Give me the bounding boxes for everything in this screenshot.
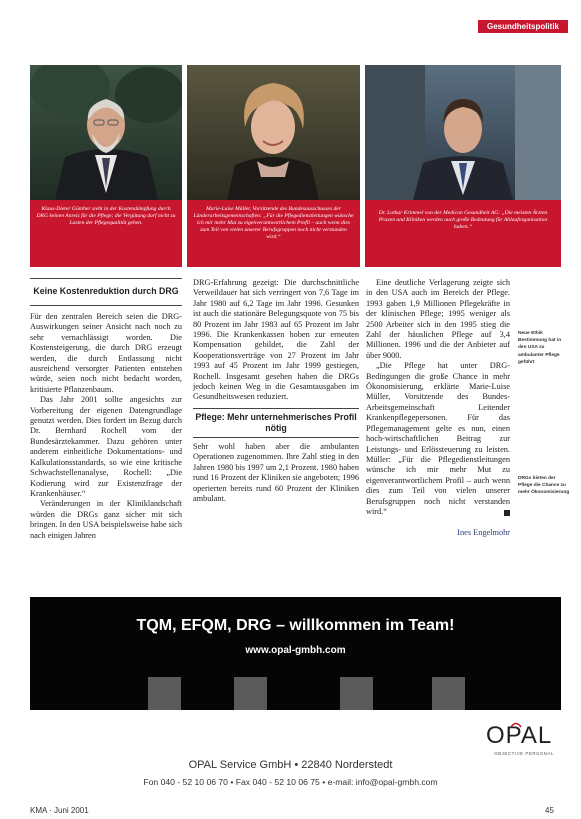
author-name: Ines Engelmohr <box>457 527 510 537</box>
portrait-man-bearded <box>30 65 182 200</box>
portrait-woman-smiling <box>187 65 360 200</box>
sidebar-note-2: DRGs bieten der Pflege die Chance zu mehr Ökonomisierung <box>518 476 570 496</box>
body-paragraph: Für den zentralen Bereich seien die DRG-Auswirkungen seiner Ansicht nach noch zu sehr vernachlässigt worden. Die Kostensteigerung, die durch DRG erzeugt werden, die durch Entlassung nicht ausreichend versorgter Patienten entstehen würde, seien noch nicht bedacht worden, kritisierte Pflanzenbaum. <box>30 312 182 394</box>
body-paragraph: „Die Pflege hat unter DRG-Bedingungen die große Chance in mehr Ökonomisierung, erklärte Marie-Luise Müller, Vorsitzende des Bundes-Arbeitsgemeinschaft Leitender Krankenpflegepersonen. Für das Pflegemanagement gelte es nun, einen hoch-wirtschaftlichen Beitrag zur Leistungs- und Erlössteuerung zu leisten. Müller: „Für die Pflegedienstleitungen wünsche ich mir mehr Mut zu eigenverantwortlichem Profil – auch wenn dies zum Teil von vielen unserer Berufsgruppen noch nicht verstanden wird.“ <box>366 361 510 516</box>
body-paragraph: Eine deutliche Verlagerung zeigte sich in den USA auch im Bereich der Pflege. 1993 gaben 1,9 Millionen Pflegekräfte in der klinischen Pflege; 1995 weniger als 2500 Arbeiter sich in den 1995 stieg die Zahl der häuslichen Pflege auf 3,4 Millionen. 1996 und die der Anbieter auf über 9000. <box>366 278 510 360</box>
heading-rule <box>193 408 359 409</box>
heading-rule <box>30 278 182 279</box>
body-paragraph: Veränderungen in der Kliniklandschaft würden die DRGs ganz sicher mit sich bringen. In den USA beispielsweise habe sich nach einigen Jahren <box>30 499 182 540</box>
opal-tagline: OBJECTIVE PERSONAL <box>494 751 554 756</box>
opal-address: OPAL Service GmbH • 22840 Norderstedt <box>188 759 393 771</box>
article-column-1 <box>30 278 182 541</box>
body-paragraph: Das Jahr 2001 sollte angesichts zur Vorbereitung der eigenen Datengrundlage genutzt werden. Dies fordert im Bezug durch Dr. Bernhard Rochell vom der Bundesärztekammer. Dazu gehören unter anderem einheitliche Dokumentations- und Kalkulationsstandards, so wie eine kritische Schwachstellenanalyse, Rochell: „Die Kodierung wird zur Existenzfrage der Krankenhäuser.“ <box>30 395 182 498</box>
ad-photo-block <box>148 677 181 710</box>
end-mark <box>366 509 510 519</box>
article-column-2 <box>193 278 359 504</box>
photo-caption-1: Klaus-Dieter Günther sieht in der Kostendämpfung durch DRG keinen Anreiz für die Pflege; die Vergütung darf nicht zu Lasten der Pflegequalität gehen. <box>30 200 182 267</box>
section-heading: Pflege: Mehr unternehmerisches Profil nötig <box>195 411 357 433</box>
photo-caption-3: Dr. Lothar Krimmel von der Medicon Gesundheit AG: „Die meisten Ärzten Praxen und Kliniken werden auch große Bedeutung für Ablauforganisation haben.“ <box>365 200 561 267</box>
portrait-man-suit <box>365 65 561 200</box>
opal-contact: Fon 040 - 52 10 06 70 • Fax 040 - 52 10 06 75 • e-mail: info@opal-gmbh.com <box>143 777 438 787</box>
logo-accent-icon <box>510 715 522 733</box>
portrait-photo-2 <box>187 65 360 200</box>
body-paragraph: DRG-Erfahrung gezeigt: Die durchschnittliche Verweildauer hat sich verringert von 7,6 Tage im Jahr 1980 auf 6,2 Tage im Jahr 1996. Gesunken ist auch die stationäre Belegungsquote von 75 bis 80 Prozent im Jahr 1983 auf 65 Prozent im Jahr 1996. Die Krankenkassen hoben zur erneuten Kompensation gebildet, die Zahl der Kooperationsverträge von 27 Prozent im Jahr 1993 auf 45 Prozent im Jahr 1999 gestiegen, Rochell. Insgesamt gesehen haben die DRGs jedoch keinen Weg in die Gesamtausgaben im Gesundheitswesen reduziert. <box>193 278 359 402</box>
sidebar-note-1: Neue Ethik Bestimmung hat in den USA zu ambulanter Pflege geführt <box>518 331 562 365</box>
heading-rule <box>193 437 359 438</box>
photo-caption-2: Marie-Luise Müller, Vorsitzende des Bundesausschusses der Länderarbeitsgemeinschaften: „Für die Pflegedienstleitungen wünsche ich mir mehr Mut zu eigenverantwortlichem Profil – auch wenn dies zum Teil von vielen unserer Berufsgruppen noch nicht verstanden wird.“ <box>187 200 360 267</box>
section-heading: Keine Kostenreduktion durch DRG <box>33 286 179 296</box>
article-column-3 <box>366 278 510 538</box>
ad-banner <box>30 597 561 710</box>
ad-photo-block <box>340 677 373 710</box>
portrait-photo-3 <box>365 65 561 200</box>
ad-photo-block <box>432 677 465 710</box>
ad-photo-block <box>234 677 267 710</box>
heading-rule <box>30 305 182 306</box>
portrait-photo-1 <box>30 65 182 200</box>
footer-publication: KMA · Juni 2001 <box>30 806 89 815</box>
section-tag: Gesundheitspolitik <box>478 20 568 33</box>
opal-logo: OPAL <box>486 722 553 749</box>
body-paragraph: Sehr wohl haben aber die ambulanten Operationen zugenommen. Ihre Zahl stieg in den Jahren 1980 bis 1997 um 2,1 Prozent. 1980 haben rund 16 Prozent der Kliniken sie angeboten; 1996 operierten bereits rund 60 Prozent der Kliniken ambulant. <box>193 441 359 503</box>
page-number: 45 <box>545 806 554 815</box>
ad-url[interactable]: www.opal-gmbh.com <box>245 645 346 656</box>
ad-title: TQM, EFQM, DRG – willkommen im Team! <box>136 617 455 634</box>
